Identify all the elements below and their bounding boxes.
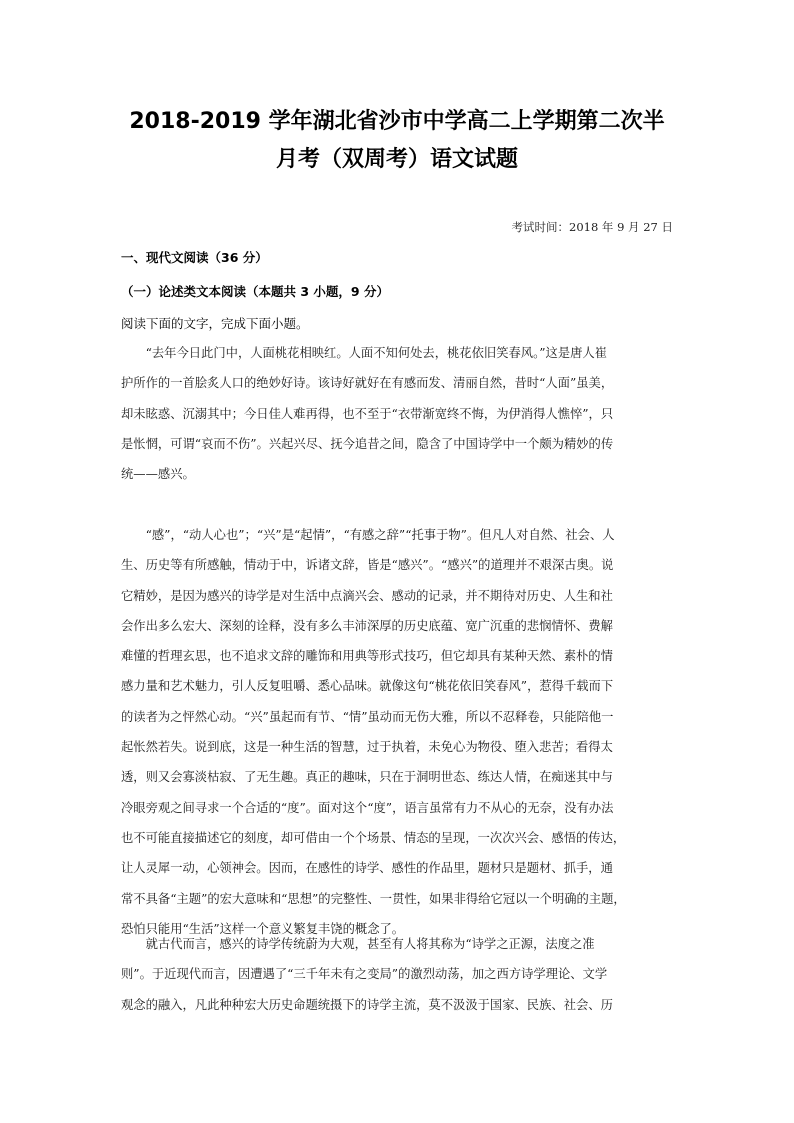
paragraph-line: “去年今日此门中，人面桃花相映红。人面不知何处去，桃花依旧笑春风。”这是唐人崔: [121, 346, 608, 360]
document-title-line-2: 月考（双周考）语文试题: [275, 147, 518, 172]
paragraph-line: 感力量和艺术魅力，引人反复咀嚼、悉心品味。就像这句“桃花依旧笑春风”，惹得千载而下: [121, 679, 614, 694]
paragraph-line: 会作出多么宏大、深刻的诠释，没有多么丰沛深厚的历史底蕴、宽广沉重的悲悯情怀、费解: [121, 618, 613, 633]
paragraph-line: 是怅惘，可谓“哀而不伤”。兴起兴尽、抚今追昔之间，隐含了中国诗学中一个颇为精妙的传: [121, 436, 614, 451]
subsection-heading: （一）论述类文本阅读（本题共 3 小题，9 分）: [121, 284, 389, 299]
paragraph-line: 起怅然若失。说到底，这是一种生活的智慧，过于执着，未免心为物役、堕入悲苦；看得太: [121, 740, 613, 755]
document-title-line-1: 2018-2019 学年湖北省沙市中学高二上学期第二次半: [129, 109, 665, 134]
paragraph-line: 常不具备“主题”的宏大意味和“思想”的完整性、一贯性，如果非得给它冠以一个明确的主题，: [121, 891, 626, 906]
section-heading-part1: 一、现代文阅读（36 分）: [121, 250, 268, 265]
paragraph-line: 冷眼旁观之间寻求一个合适的“度”。面对这个“度”，语言虽常有力不从心的无奈，没有办法: [121, 800, 614, 815]
paragraph-3: [121, 929, 673, 1020]
paragraph-2: [121, 520, 673, 944]
paragraph-line: 恐怕只能用“生活”这样一个意义繁复丰饶的概念了。: [121, 921, 405, 936]
paragraph-line: 就古代而言，感兴的诗学传统蔚为大观，甚至有人将其称为“诗学之正源，法度之准: [121, 937, 595, 951]
exam-time: 考试时间：2018 年 9 月 27 日: [511, 220, 673, 234]
paragraph-line: 它精妙，是因为感兴的诗学是对生活中点滴兴会、感动的记录，并不期待对历史、人生和社: [121, 588, 613, 603]
paragraph-line: 的读者为之怦然心动。“兴”虽起而有节、“情”虽动而无伤大雅，所以不忍释卷，只能陪他一: [121, 709, 614, 724]
paragraph-line: 让人灵犀一动，心领神会。因而，在感性的诗学、感性的作品里，题材只是题材、抓手，通: [121, 861, 613, 876]
paragraph-line: 护所作的一首脍炙人口的绝妙好诗。该诗好就好在有感而发、清丽自然，昔时“人面”虽美，: [121, 376, 614, 391]
paragraph-line: 统——感兴。: [121, 467, 195, 482]
paragraph-1: [121, 338, 673, 489]
paragraph-line: 也不可能直接描述它的刻度，却可借由一个个场景、情态的呈现，一次次兴会、感悟的传达，: [121, 830, 626, 845]
paragraph-line: 难懂的哲理玄思，也不追求文辞的雕饰和用典等形式技巧，但它却具有某种天然、素朴的情: [121, 649, 613, 664]
paragraph-line: 观念的融入，凡此种种宏大历史命题统摄下的诗学主流，莫不汲汲于国家、民族、社会、历: [121, 997, 613, 1012]
paragraph-line: 生、历史等有所感触，情动于中，诉诸文辞，皆是“感兴”。“感兴”的道理并不艰深古奥。说: [121, 558, 614, 573]
paragraph-line: 却未眩惑、沉溺其中；今日佳人难再得，也不至于“衣带渐宽终不悔，为伊消得人憔悴”，只: [121, 406, 614, 421]
paragraph-line: 透，则又会寡淡枯寂、了无生趣。真正的趣味，只在于洞明世态、练达人情，在痴迷其中与: [121, 770, 613, 785]
paragraph-line: “感”，“动人心也”；“兴”是“起情”，“有感之辞”“托事于物”。但凡人对自然、社会、人: [121, 528, 615, 542]
reading-instruction: 阅读下面的文字，完成下面小题。: [121, 316, 309, 331]
paragraph-line: 则”。于近现代而言，因遭遇了“三千年未有之变局”的激烈动荡，加之西方诗学理论、文学: [121, 967, 608, 982]
